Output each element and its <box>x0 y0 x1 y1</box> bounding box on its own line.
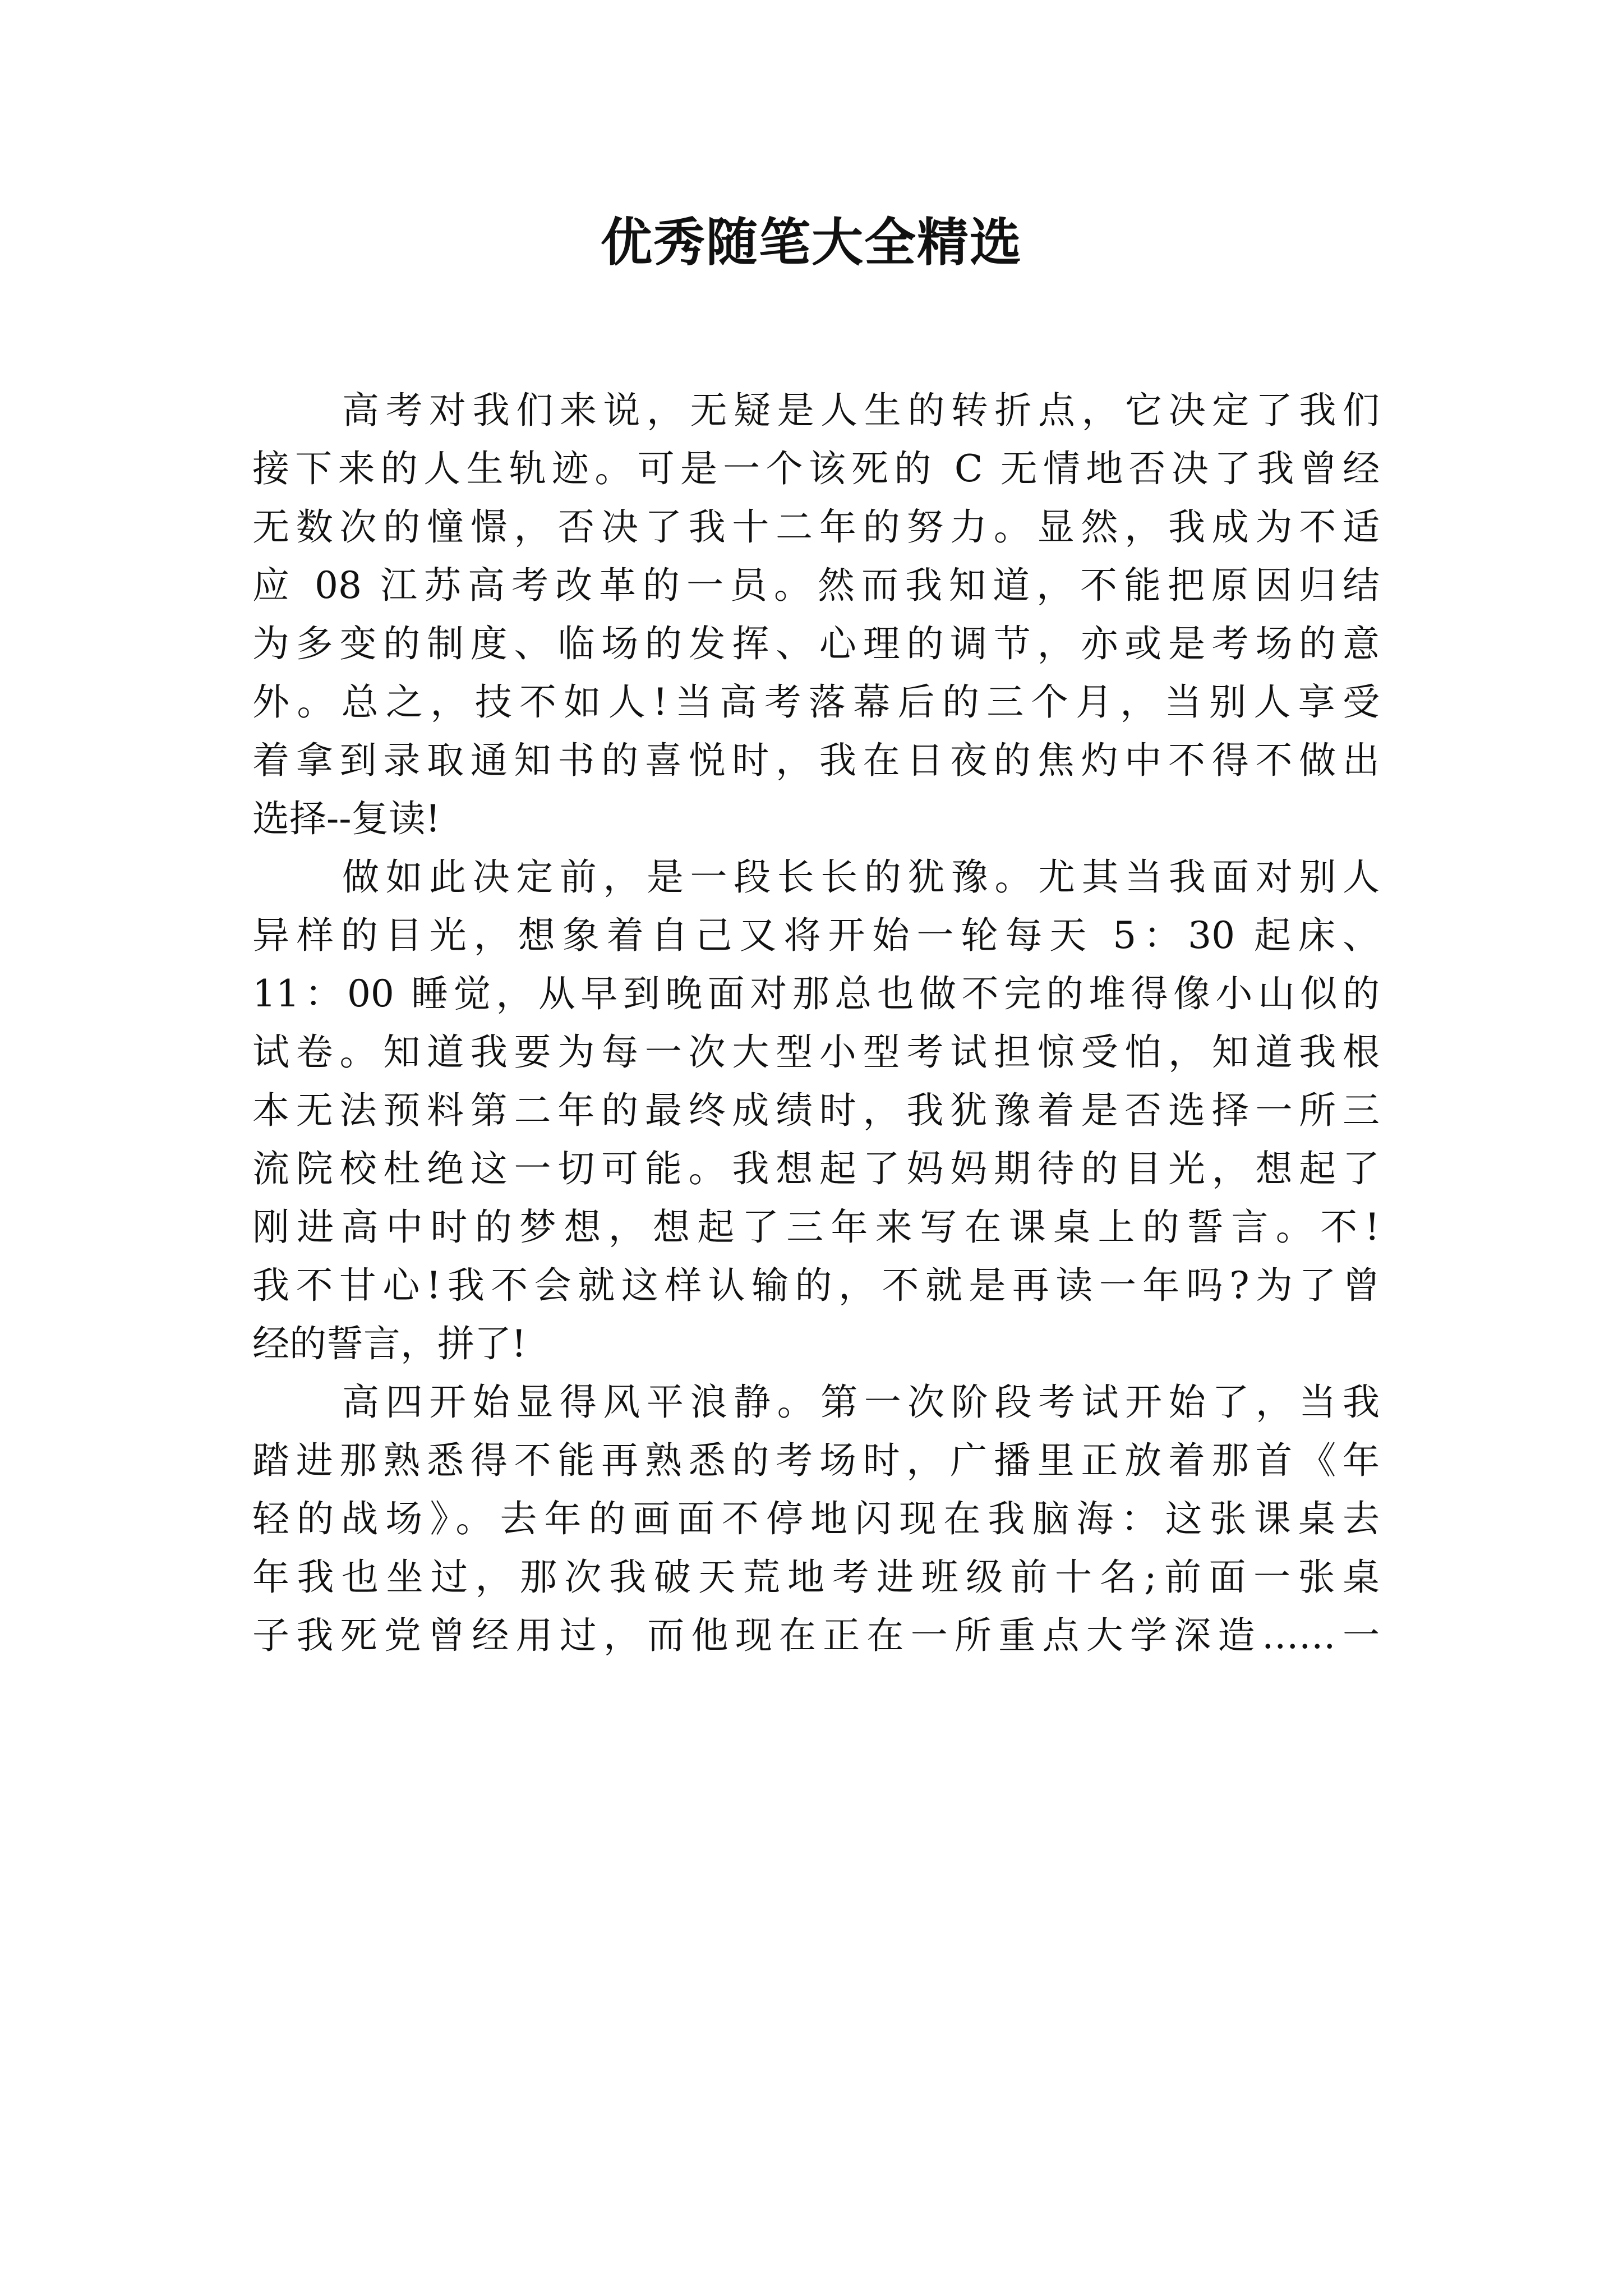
text-line: 踏进那熟悉得不能再熟悉的考场时，广播里正放着那首《年 <box>252 1439 1380 1482</box>
paragraph-1 <box>252 381 1380 848</box>
text-line: 年我也坐过，那次我破天荒地考进班级前十名;前面一张桌 <box>252 1556 1380 1599</box>
text-line: 11：00 睡觉，从早到晚面对那总也做不完的堆得像小山似的 <box>252 972 1380 1015</box>
document-body <box>252 381 1380 1665</box>
paragraph-2 <box>252 848 1380 1373</box>
text-line: 轻的战场》。去年的画面不停地闪现在我脑海：这张课桌去 <box>252 1497 1380 1540</box>
document-title: 优秀随笔大全精选 <box>600 212 1022 273</box>
text-line: 试卷。知道我要为每一次大型小型考试担惊受怕，知道我根 <box>252 1030 1380 1074</box>
text-line: 做如此决定前，是一段长长的犹豫。尤其当我面对别人 <box>342 855 1380 899</box>
text-line: 接下来的人生轨迹。可是一个该死的 C 无情地否决了我曾经 <box>252 447 1380 490</box>
text-line: 经的誓言，拼了! <box>252 1322 527 1365</box>
text-line: 刚进高中时的梦想，想起了三年来写在课桌上的誓言。不! <box>252 1205 1380 1249</box>
text-line: 流院校杜绝这一切可能。我想起了妈妈期待的目光，想起了 <box>252 1147 1380 1190</box>
text-line: 高考对我们来说，无疑是人生的转折点，它决定了我们 <box>342 389 1380 432</box>
paragraph-3 <box>252 1373 1380 1665</box>
text-line: 应 08 江苏高考改革的一员。然而我知道，不能把原因归结 <box>252 564 1380 607</box>
text-line: 本无法预料第二年的最终成绩时，我犹豫着是否选择一所三 <box>252 1089 1380 1132</box>
text-line: 为多变的制度、临场的发挥、心理的调节，亦或是考场的意 <box>252 622 1380 665</box>
text-line: 子我死党曾经用过，而他现在正在一所重点大学深造……一 <box>252 1614 1380 1657</box>
text-line: 着拿到录取通知书的喜悦时，我在日夜的焦灼中不得不做出 <box>252 739 1380 782</box>
text-line: 高四开始显得风平浪静。第一次阶段考试开始了，当我 <box>342 1381 1380 1424</box>
text-line: 异样的目光，想象着自己又将开始一轮每天 5：30 起床、 <box>252 914 1380 957</box>
text-line: 无数次的憧憬，否决了我十二年的努力。显然，我成为不适 <box>252 505 1380 549</box>
text-line: 选择--复读! <box>252 797 441 840</box>
text-line: 我不甘心!我不会就这样认输的，不就是再读一年吗?为了曾 <box>252 1264 1380 1307</box>
text-line: 外。总之，技不如人!当高考落幕后的三个月，当别人享受 <box>252 680 1380 724</box>
